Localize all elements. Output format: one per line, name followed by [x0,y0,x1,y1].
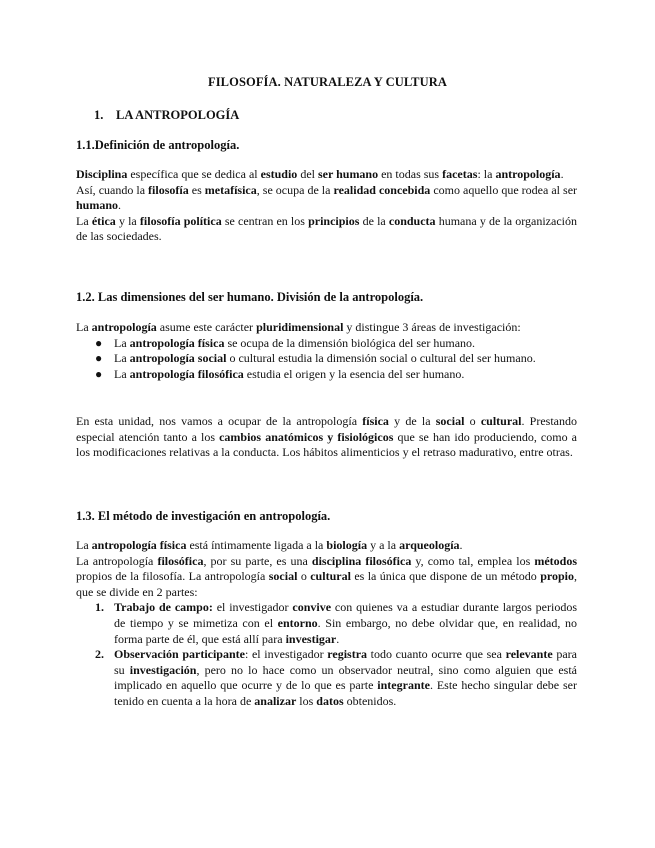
list-item-text [114,600,577,645]
list-item-text [114,336,475,350]
bold-text: social [435,414,465,428]
text: estudia el origen y la esencia del ser humano. [243,366,465,381]
subsection-1-2-body [76,320,577,382]
bold-text: filosófica [157,553,204,568]
bold-text: cultural [310,569,351,584]
text: el investigador [212,600,293,615]
list-item [76,647,577,709]
text: del [297,167,318,181]
text: se ocupa de la dimensión biológica del ser humano. [224,335,476,350]
subsection-1-2-heading: 1.2. Las dimensiones del ser humano. División de la antropología. [76,290,424,304]
text: , se ocupa de la [256,182,334,197]
list-item [76,336,577,352]
bold-text: estudio [260,167,298,181]
bullet-icon: ● [95,335,103,350]
document-title: FILOSOFÍA. NATURALEZA Y CULTURA [207,75,448,89]
bold-text: antropología [91,320,157,334]
text: , que se divide en 2 partes: [76,569,577,599]
bold-text: Observación participante [114,647,245,662]
text: o [297,569,311,584]
text: con quienes va a estudiar durante largos periodos de tiempo y se mimetiza con el [114,600,577,630]
text: o cultural estudia la dimensión social o cultural del ser humano. [226,351,536,366]
bold-text: propio [540,569,574,584]
bold-text: facetas [442,167,478,181]
section-1-number: 1. [94,108,104,122]
bold-text: conducta [388,213,436,228]
bold-text: Trabajo de campo: [114,600,213,615]
bullet-icon: ● [95,351,103,366]
text: es la única que dispone de un método [350,569,541,584]
bold-text: filosofía [148,182,189,197]
bold-text: ética [91,213,116,228]
list-item-number: 1. [95,600,104,615]
bold-text: social [268,569,298,584]
paragraph-definition [76,167,577,183]
bold-text: humano [76,198,119,213]
bold-text: convive [292,600,332,615]
text: La [76,213,92,228]
text: para su [114,647,577,677]
text: La [76,538,92,552]
bold-text: entorno [277,615,318,630]
text: La [114,351,130,366]
paragraph-unit-focus [76,414,577,461]
text: como aquello que rodea al ser [430,182,578,197]
text: . [560,167,564,181]
text: obtenidos. [343,693,397,708]
text: humana y de la organización de las sociedades. [76,213,577,244]
method-steps-list [76,600,577,709]
subsection-1-1-heading: 1.1.Definición de antropología. [76,138,240,152]
bold-text: métodos [534,553,577,568]
bullet-icon: ● [95,366,103,381]
text: , pero no lo hace como un observador neutral, sino como alguien que está implicado en aquello que ocurre y de lo que es parte [114,662,577,693]
bold-text: arqueología [399,538,460,552]
bold-text: investigación [129,662,197,677]
text: La [76,320,92,334]
list-item [76,600,577,647]
bold-text: ser humano [317,167,379,181]
text: asume este carácter [156,320,257,334]
bold-text: Disciplina [76,167,128,181]
bold-text: antropología física [91,538,187,552]
bold-text: metafísica [204,182,257,197]
bold-text: antropología [495,167,561,181]
text: propios de la filosofía. La antropología [76,569,269,584]
section-1-title [94,108,239,123]
text: . Este hecho singular debe ser tenido en cuenta a la hora de [114,678,577,708]
text: todo cuanto ocurre que sea [367,647,506,662]
text: . [118,198,122,213]
bold-text: realidad concebida [333,182,431,197]
bold-text: integrante [377,678,430,693]
text: o [464,414,481,428]
paragraph-ethics [76,214,577,245]
text: y distingue 3 áreas de investigación: [343,320,521,334]
bold-text: biología [326,538,368,552]
bold-text: principios [308,213,360,228]
paragraph-physical-anthropology [76,538,577,554]
section-1-label: LA ANTROPOLOGÍA [116,108,240,122]
text: La [114,335,130,350]
list-item [76,367,577,383]
list-item-text [114,351,536,365]
text: se centran en los [221,213,309,228]
list-item-text [114,647,577,708]
text: : la [477,167,496,181]
text: y de la [388,414,436,428]
bold-text: cultural [480,414,522,428]
text: Así, cuando la [76,182,149,197]
text: . [336,631,340,646]
list-item-text [114,367,464,381]
subsection-1-1-body [76,167,577,245]
text: es [188,182,205,197]
bold-text: relevante [505,647,553,662]
bold-text: registra [327,647,368,662]
text: y a la [367,538,400,552]
text: , por su parte, es una [203,553,312,568]
bold-text: cambios anatómicos y fisiológicos [219,429,394,444]
bold-text: pluridimensional [256,320,344,334]
text: La [114,366,130,381]
list-item-number: 2. [95,647,104,662]
bold-text: analizar [254,693,297,708]
subsection-1-2-paragraph [76,414,577,461]
text: está íntimamente ligada a la [186,538,327,552]
list-item [76,351,577,367]
text: que se han ido produciendo, como a los modificaciones relativas a la conducta. Los hábitos alimenticios y el retraso madurativo, entre otras. [76,429,577,460]
subsection-1-3-body [76,538,577,710]
text: y, como tal, emplea los [411,553,535,568]
text: específica que se dedica al [127,167,261,181]
text: La antropología [76,553,158,568]
bold-text: antropología filosófica [129,366,244,381]
bold-text: antropología física [129,335,225,350]
text: en todas sus [378,167,443,181]
text: . Prestando especial atención tanto a los [76,414,578,444]
anthropology-areas-list [76,336,577,383]
text: los [296,693,317,708]
text: . [459,538,463,552]
bold-text: física [362,414,389,428]
bold-text: antropología social [129,351,227,366]
text: y la [115,213,140,228]
bold-text: datos [316,693,344,708]
bold-text: disciplina filosófica [311,553,412,568]
bold-text: investigar [285,631,337,646]
paragraph-dimensions-intro [76,320,577,336]
text: En esta unidad, nos vamos a ocupar de la antropología [76,414,363,428]
text: : el investigador [244,647,328,662]
subsection-1-3-heading: 1.3. El método de investigación en antropología. [76,509,331,523]
bold-text: filosofía política [139,213,222,228]
paragraph-metaphysics [76,183,577,214]
text: . Sin embargo, no debe olvidar que, en realidad, no forma parte de él, que está allí para [114,615,577,646]
paragraph-method-parts [76,554,577,601]
text: de la [359,213,389,228]
